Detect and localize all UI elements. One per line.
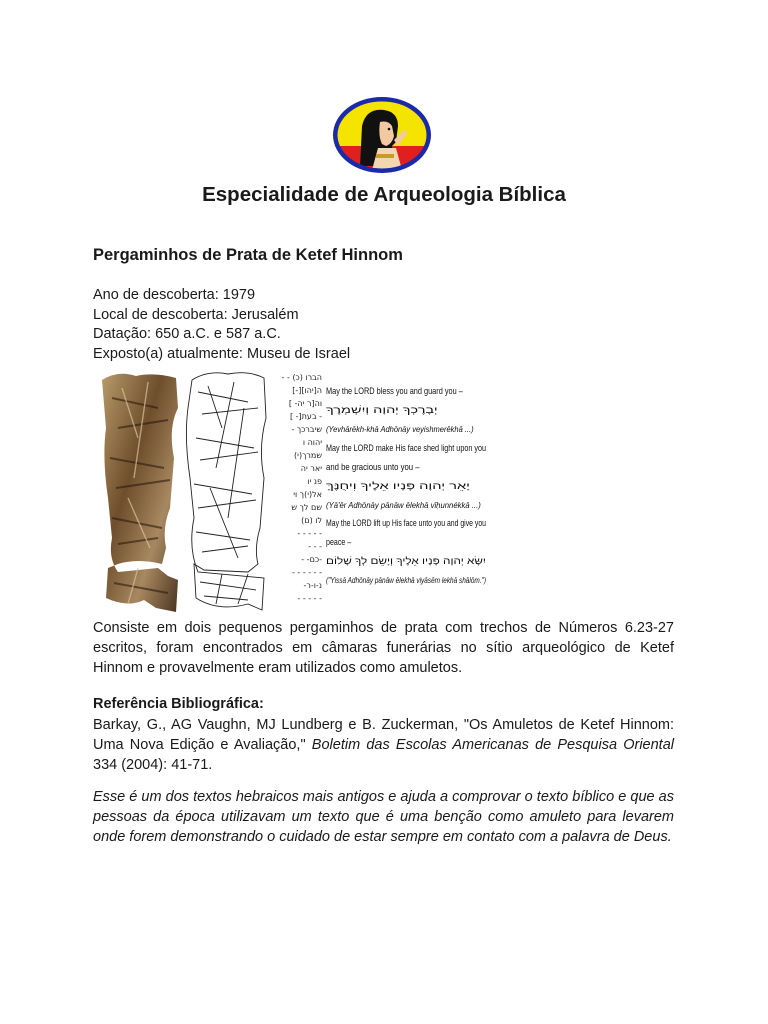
translation-line: (Yā'ēr Adhōnāy pānāw ēlekhā vīḥunnékkā ...) — [326, 500, 481, 510]
reference-journal: Boletim das Escolas Americanas de Pesquisa Oriental — [311, 737, 674, 753]
hebrew-line: - - - - - — [297, 594, 322, 603]
translation-line: ("Yissā Adhōnāy pānāw ēlekhā viyāsēm lekhā shālōm.") — [326, 575, 487, 585]
translation-line: יָאֵר יְהוָה פָּנָיו אֵלֶיךָ וִיחֻנֶּךָּ — [326, 481, 420, 492]
translation-line: May the LORD bless you and guard you – — [326, 386, 464, 397]
scroll-drawing — [186, 373, 266, 610]
hebrew-line: יאר יה — [300, 464, 322, 473]
hebrew-line: - שיברכך — [291, 425, 322, 434]
exhibited-at: Exposto(a) atualmente: Museu de Israel — [93, 345, 351, 362]
hebrew-line: - - - — [308, 542, 322, 551]
translation-line: May the LORD lift up His face unto you and give you — [326, 518, 486, 529]
reference-heading: Referência Bibliográfica: — [93, 696, 264, 712]
hebrew-line: [-][יהו]ה — [292, 386, 322, 395]
english-translation — [326, 386, 486, 585]
hebrew-line: לו (ם) — [301, 516, 322, 525]
dating: Datação: 650 a.C. e 587 a.C. — [93, 326, 281, 342]
translation-line: יְבָרֶכְךָ יְהוָה וְיִשְׁמְרֶךָ — [326, 405, 438, 416]
section-title: Pergaminhos de Prata de Ketef Hinnom — [93, 246, 403, 264]
hebrew-line: יהוה ו — [302, 438, 322, 447]
reference-issue: 334 (2004): 41-71. — [93, 757, 213, 773]
page-title: Especialidade de Arqueologia Bíblica — [202, 183, 566, 206]
pathfinder-logo — [332, 96, 432, 174]
description-paragraph: Consiste em dois pequenos pergaminhos de prata com trechos de Números 6.23-27 escritos, foram encontrados em câmaras funerárias no sítio arqueológico de Ketef Hinnom e provavelmente eram utilizados como amuletos. — [93, 620, 674, 676]
hebrew-line: [ -ר יה]וה — [288, 399, 322, 408]
translation-line: יִשָּׂא יְהוָה פָּנָיו אֵלֶיךָ וְיָשֵׂם לְךָ שָׁלוֹם — [326, 556, 456, 567]
hebrew-line: - - - - - — [297, 529, 322, 538]
hebrew-transcription — [282, 373, 323, 603]
hebrew-line: שם לך ש — [291, 503, 322, 512]
reference-text — [93, 715, 674, 775]
scroll-photo — [102, 374, 178, 612]
hebrew-line: -נ-ו-ר — [303, 581, 322, 590]
translation-line: (Yevhārēkh-khā Adhōnāy veyishmerēkhā ...) — [326, 424, 474, 434]
discovery-location: Local de descoberta: Jerusalém — [93, 306, 299, 323]
reference-authors: Barkay, G., AG Vaughn, MJ Lundberg e B. Zuckerman, "Os Amuletos de Ketef Hinnom: Uma Nova Edição e Avaliação," — [93, 717, 674, 753]
hebrew-line: אל(י)ך וי — [293, 490, 322, 499]
translation-line: peace – — [326, 537, 352, 548]
hebrew-line: - -כם- — [301, 555, 322, 564]
hebrew-line: [ -]בעת - — [290, 412, 322, 421]
hebrew-line: - - - - - - — [291, 568, 322, 577]
scroll-figure — [98, 368, 490, 616]
translation-line: May the LORD make His face shed light upon you — [326, 443, 486, 454]
hebrew-line: (י)שמרך — [294, 451, 322, 460]
translation-line: and be gracious unto you – — [326, 462, 421, 473]
hebrew-line: - - הברו (כ) — [281, 373, 322, 382]
discovery-year: Ano de descoberta: 1979 — [93, 287, 256, 303]
closing-paragraph: Esse é um dos textos hebraicos mais antigos e ajuda a comprovar o texto bíblico e que as pessoas da época utilizavam um texto que é uma benção como amuleto para levarem onde forem demonstrando o cuidado de estar sempre em contato com a palavra de Deus. — [93, 789, 674, 845]
hebrew-line: פנ יו — [307, 477, 322, 486]
